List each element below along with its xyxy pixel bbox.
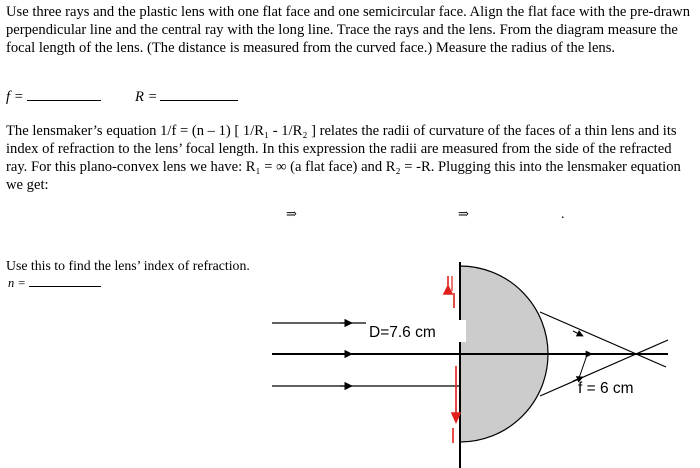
f-label: f = [6, 89, 24, 105]
index-prompt: Use this to find the lens’ index of refraction. [6, 258, 250, 273]
instructions-paragraph: Use three rays and the plastic lens with one flat face and one semicircular face. Align the flat face with the pre-drawn perpendicular line and the central ray with the long line. Trace the rays and the lens. From the diagram measure the focal length of the lens. (The distance is measured from the curved face.) Measure the radius of the lens. [6, 4, 690, 56]
n-label: n = [8, 276, 26, 290]
r-label: R = [135, 89, 158, 105]
dim-down-arrowhead [452, 413, 460, 422]
diameter-dimension [444, 276, 460, 443]
dim-up-arrowhead [444, 286, 452, 294]
lensmaker-paragraph: The lensmaker’s equation 1/f = (n – 1) [ 1/R₁ - 1/R₂ ] relates the radii of curvature of the faces of a thin lens and its index of refraction to the lens’ focal length. In this expression the radii are measured from the side of the refracted ray. For this plano-convex lens we have: R₁ = ∞ (a flat face) and R₂ = -R. Plugging this into the lensmaker equation we get: [6, 123, 681, 193]
end-dot: . [561, 207, 565, 222]
implies-arrow-1: ⇒ [286, 206, 297, 221]
focal-length-label: f = 6 cm [578, 380, 634, 397]
upper-refracted-arrow [573, 331, 583, 336]
diameter-label: D=7.6 cm [369, 324, 436, 341]
upper-refracted-ray [540, 312, 666, 367]
implies-arrow-2: ⇒ [458, 206, 469, 221]
